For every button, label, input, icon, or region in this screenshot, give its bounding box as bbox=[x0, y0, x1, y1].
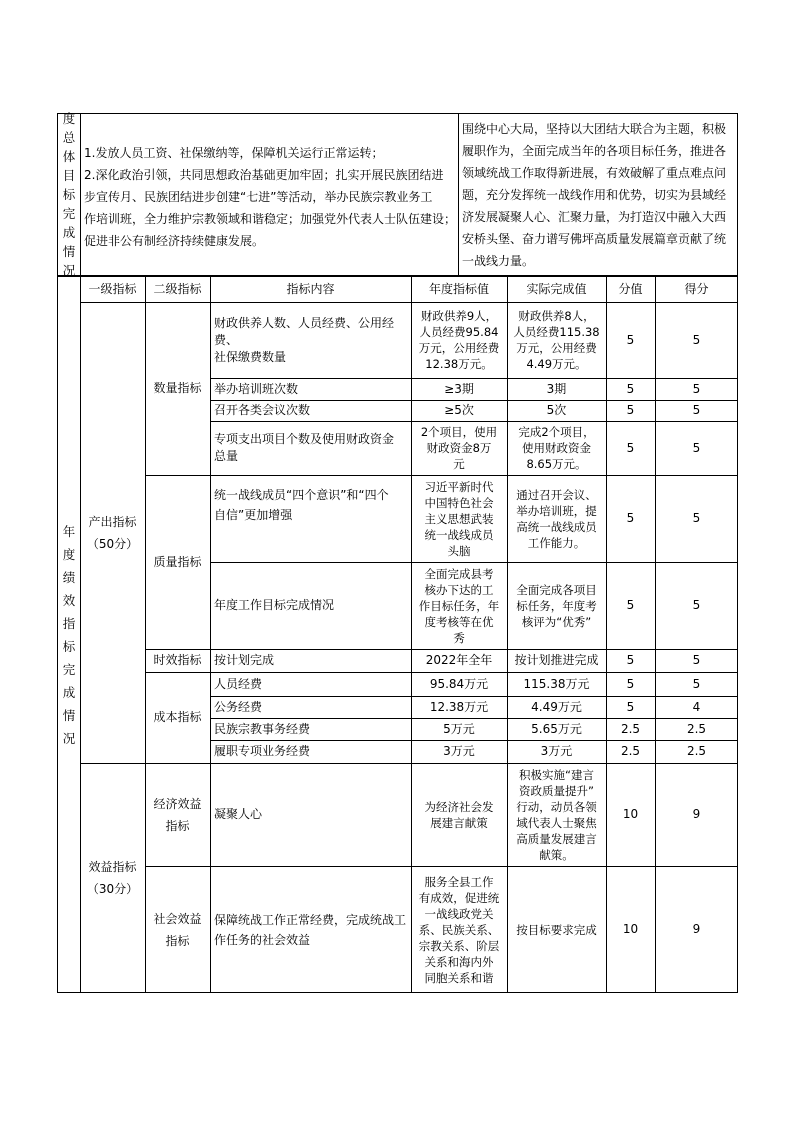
row-actual: 4.49万元 bbox=[531, 699, 582, 714]
row-target: 95.84万元 bbox=[429, 676, 489, 691]
indicators-section-title: 年 度 绩 效 指 标 完 成 情 况 bbox=[62, 523, 76, 746]
header-actual: 实际完成值 bbox=[526, 281, 587, 296]
level1-benefit: 效益指标 （30分） bbox=[86, 860, 139, 896]
row-content: 财政供养人数、人员经费、公用经费、 社保缴费数量 bbox=[214, 315, 395, 364]
row-got: 5 bbox=[692, 598, 701, 612]
header-score: 分值 bbox=[618, 281, 643, 296]
row-got: 2.5 bbox=[686, 721, 707, 736]
row-content: 民族宗教事务经费 bbox=[214, 721, 311, 736]
summary-section-title: 度 总 体 目 标 完 成 情 况 bbox=[62, 111, 76, 278]
level2-quantity: 数量指标 bbox=[153, 381, 202, 395]
row-actual: 5.65万元 bbox=[531, 721, 582, 736]
row-content: 统一战线成员“四个意识”和“四个 自信”更加增强 bbox=[214, 488, 389, 522]
header-content: 指标内容 bbox=[286, 281, 335, 296]
row-target: 服务全县工作 有成效，促进统 一战线政党关 系、民族关系、 宗教关系、阶层 关系和海内外 同胞关系和谐 bbox=[418, 874, 500, 985]
row-actual: 3期 bbox=[546, 381, 567, 396]
row-actual: 完成2个项目， 使用财政资金 8.65万元。 bbox=[518, 425, 595, 471]
summary-completion-text: 围绕中心大局，坚持以大团结大联合为主题，积极 履职作为，全面完成当年的各项目标任务，推进各 领域统战工作取得新进展，有效破解了重点难点问 题，充分发挥统一战线作用和优势，切实为县域经 济发展凝聚人心、汇聚力量，为打造汉中融入大西 安桥头堡、奋力谱写佛坪高质量发展篇章贡献了统 一战线力量。 bbox=[462, 122, 727, 268]
row-actual: 按计划推进完成 bbox=[514, 653, 599, 667]
row-got: 9 bbox=[692, 922, 701, 936]
row-got: 9 bbox=[692, 807, 701, 821]
row-content: 举办培训班次数 bbox=[214, 381, 299, 396]
row-got: 5 bbox=[692, 403, 701, 417]
row-actual: 通过召开会议、 举办培训班，提 高统一战线成员 工作能力。 bbox=[516, 487, 597, 550]
row-content: 保障统战工作正常经费，完成统战工 作任务的社会效益 bbox=[214, 912, 407, 947]
row-actual: 5次 bbox=[546, 403, 567, 417]
header-level2: 二级指标 bbox=[153, 281, 202, 296]
row-score: 5 bbox=[626, 332, 635, 347]
row-content: 公务经费 bbox=[214, 699, 263, 714]
row-actual: 3万元 bbox=[540, 744, 573, 758]
row-target: 财政供养9人， 人员经费95.84 万元，公用经费 12.38万元。 bbox=[418, 309, 500, 371]
row-content: 召开各类会议次数 bbox=[214, 403, 311, 417]
row-content: 人员经费 bbox=[214, 676, 263, 691]
row-target: 2022年全年 bbox=[425, 653, 493, 667]
row-target: 3万元 bbox=[443, 744, 475, 758]
row-actual: 全面完成各项目 标任务，年度考 核评为“优秀” bbox=[516, 582, 597, 629]
header-target: 年度指标值 bbox=[428, 281, 489, 296]
row-actual: 财政供养8人， 人员经费115.38 万元，公用经费 4.49万元。 bbox=[513, 309, 600, 371]
row-content: 专项支出项目个数及使用财政资金 总量 bbox=[214, 432, 395, 463]
header-level1: 一级指标 bbox=[88, 281, 137, 296]
row-target: ≥3期 bbox=[444, 381, 474, 396]
header-got: 得分 bbox=[684, 281, 709, 296]
row-target: 全面完成县考 核办下达的工 作目标任务，年 度考核等在优 秀 bbox=[418, 566, 500, 645]
row-target: ≥5次 bbox=[444, 403, 474, 417]
row-got: 4 bbox=[692, 699, 701, 714]
level1-output: 产出指标 （50分） bbox=[86, 514, 139, 551]
row-got: 5 bbox=[692, 676, 701, 691]
row-score: 5 bbox=[626, 598, 635, 612]
row-content: 履职专项业务经费 bbox=[214, 744, 311, 758]
summary-goals-text: 1.发放人员工资、社保缴纳等，保障机关运行正常运转； 2.深化政治引领，共同思想政治基础更加牢固；扎实开展民族团结进 步宣传月、民族团结进步创建“七进”等活动，举办民族宗教业务工 作培训班，全力维护宗教领域和谐稳定；加强党外代表人士队伍建设； 促进非公有制经济持续健康发展。 bbox=[84, 145, 457, 248]
row-score: 5 bbox=[626, 381, 635, 396]
row-content: 按计划完成 bbox=[214, 653, 275, 667]
row-target: 2个项目，使用 财政资金8万 元 bbox=[420, 425, 498, 471]
row-got: 2.5 bbox=[686, 744, 707, 758]
level2-economic: 经济效益 指标 bbox=[153, 796, 202, 833]
level2-social: 社会效益 指标 bbox=[153, 911, 202, 948]
row-target: 12.38万元 bbox=[429, 699, 489, 714]
row-score: 5 bbox=[626, 440, 635, 455]
row-got: 5 bbox=[692, 440, 701, 455]
row-actual: 按目标要求完成 bbox=[516, 922, 597, 937]
row-score: 10 bbox=[622, 807, 639, 821]
row-score: 5 bbox=[626, 653, 635, 667]
row-actual: 积极实施“建言 资政质量提升” 行动，动员各领 域代表人士聚焦 高质量发展建言 献策。 bbox=[516, 767, 597, 862]
row-got: 5 bbox=[692, 381, 701, 396]
row-score: 5 bbox=[626, 699, 635, 714]
row-score: 2.5 bbox=[620, 721, 641, 736]
level2-quality: 质量指标 bbox=[153, 554, 202, 569]
row-score: 5 bbox=[626, 403, 635, 417]
row-actual: 115.38万元 bbox=[523, 676, 590, 691]
row-target: 为经济社会发 展建言献策 bbox=[424, 799, 494, 830]
row-score: 2.5 bbox=[620, 744, 641, 758]
row-score: 5 bbox=[626, 676, 635, 691]
row-got: 5 bbox=[692, 332, 701, 347]
row-score: 5 bbox=[626, 511, 635, 525]
row-got: 5 bbox=[692, 653, 701, 667]
row-content: 凝聚人心 bbox=[214, 807, 263, 821]
level2-cost: 成本指标 bbox=[153, 710, 202, 724]
row-got: 5 bbox=[692, 511, 701, 525]
row-score: 10 bbox=[622, 922, 639, 936]
row-target: 习近平新时代 中国特色社会 主义思想武装 统一战线成员 头脑 bbox=[424, 479, 494, 558]
row-target: 5万元 bbox=[443, 721, 475, 736]
row-content: 年度工作目标完成情况 bbox=[214, 598, 335, 612]
level2-timeliness: 时效指标 bbox=[153, 653, 202, 667]
